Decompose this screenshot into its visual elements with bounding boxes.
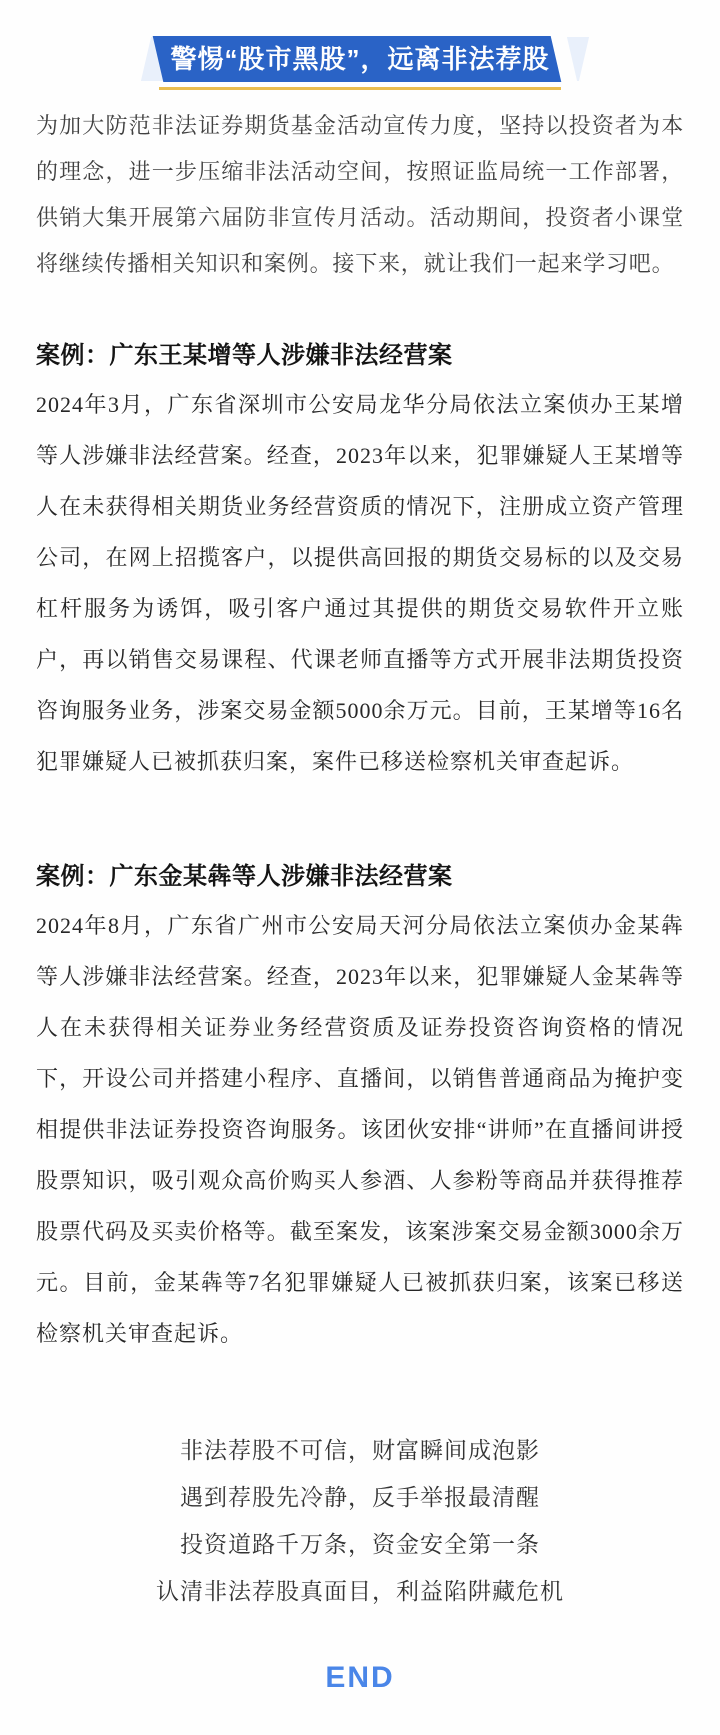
case-1-paragraph: 2024年3月，广东省深圳市公安局龙华分局依法立案侦办王某增等人涉嫌非法经营案。经查，2023年以来，犯罪嫌疑人王某增等人在未获得相关期货业务经营资质的情况下，注册成立资产管理公司，在网上招揽客户，以提供高回报的期货交易标的以及交易杠杆服务为诱饵，吸引客户通过其提供的期货交易软件开立账户，再以销售交易课程、代课老师直播等方式开展非法期货投资咨询服务业务，涉案交易金额5000余万元。目前，王某增等16名犯罪嫌疑人已被抓获归案，案件已移送检察机关审查起诉。	[36, 392, 684, 774]
slogan-line: 遇到荐股先冷静，反手举报最清醒	[180, 1485, 540, 1510]
slogan-block	[36, 1427, 684, 1615]
slogan-line: 认清非法荐股真面目，利益陷阱藏危机	[156, 1579, 564, 1604]
case-1-heading: 案例：广东王某增等人涉嫌非法经营案	[36, 342, 453, 369]
case-2-heading: 案例：广东金某犇等人涉嫌非法经营案	[36, 863, 453, 890]
article-body	[0, 103, 720, 1695]
intro-paragraph: 为加大防范非法证券期货基金活动宣传力度，坚持以投资者为本的理念，进一步压缩非法活动空间，按照证监局统一工作部署，供销大集开展第六届防非宣传月活动。活动期间，投资者小课堂将继续传播相关知识和案例。接下来，就让我们一起来学习吧。	[36, 113, 684, 276]
page-title: 警惕“股市黑股”，远离非法荐股	[170, 44, 550, 74]
slogan-line: 投资道路千万条，资金安全第一条	[180, 1532, 540, 1557]
slogan-line: 非法荐股不可信，财富瞬间成泡影	[180, 1438, 540, 1463]
end-label: END	[325, 1661, 395, 1694]
banner-gold-underline	[159, 87, 561, 90]
article-title-banner	[158, 36, 562, 82]
case-2-paragraph: 2024年8月，广东省广州市公安局天河分局依法立案侦办金某犇等人涉嫌非法经营案。经查，2023年以来，犯罪嫌疑人金某犇等人在未获得相关证券业务经营资质及证券投资咨询资格的情况下，开设公司并搭建小程序、直播间，以销售普通商品为掩护变相提供非法证券投资咨询服务。该团伙安排“讲师”在直播间讲授股票知识，吸引观众高价购买人参酒、人参粉等商品并获得推荐股票代码及买卖价格等。截至案发，该案涉案交易金额3000余万元。目前，金某犇等7名犯罪嫌疑人已被抓获归案，该案已移送检察机关审查起诉。	[36, 913, 684, 1346]
